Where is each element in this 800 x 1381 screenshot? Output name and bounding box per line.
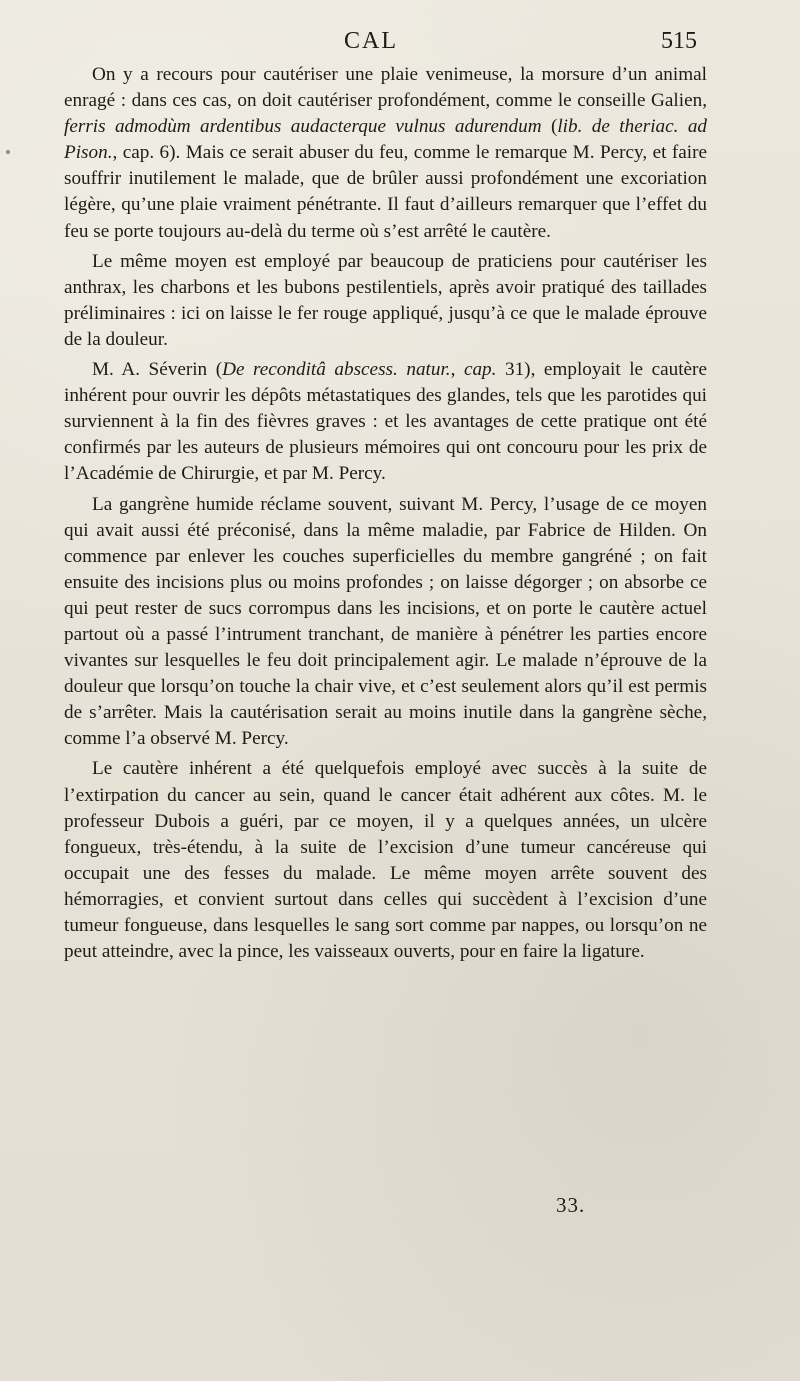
- paragraph-1-segment-1: On y a recours pour cautériser une plaie venimeuse, la morsure d’un animal enragé : dans ces cas, on doit cautériser profondément, comme le conseille Galien,: [64, 64, 707, 112]
- paragraph-3-segment-1: M. A. Séverin (: [92, 359, 223, 381]
- main-text: [64, 62, 707, 965]
- paragraph-3: [64, 357, 707, 487]
- paragraph-1-segment-2: ferris admodùm ardentibus audacterque vulnus adurendum: [64, 116, 542, 138]
- paragraph-3-segment-3: ,: [450, 359, 464, 381]
- page-number: 515: [661, 28, 697, 54]
- running-head: [0, 28, 800, 62]
- paragraph-2: [64, 249, 707, 353]
- paragraph-3-segment-4: cap.: [463, 359, 497, 381]
- paragraph-5: [64, 756, 707, 965]
- ink-mark: [6, 150, 10, 154]
- paragraph-1-segment-5: , cap. 6). Mais ce serait abuser du feu, comme le remarque M. Percy, et faire souffrir inutilement le malade, que de brûler aussi profondément une excoriation légère, qu’une plaie vraiment pénétrante. Il faut d’ailleurs remarquer que l’effet du feu se porte toujours au-delà du terme où s’est arrêté le cautère.: [64, 142, 707, 242]
- signature-mark: 33.: [556, 1193, 586, 1217]
- running-title: CAL: [344, 28, 398, 54]
- paragraph-2-segment-1: Le même moyen est employé par beaucoup de praticiens pour cautériser les anthrax, les charbons et les bubons pestilentiels, après avoir pratiqué des taillades préliminaires : ici on laisse le fer rouge appliqué, jusqu’à ce que le malade éprouve de la douleur.: [64, 250, 707, 350]
- paragraph-3-segment-2: De reconditâ abscess. natur.: [222, 359, 451, 381]
- paragraph-4-segment-1: La gangrène humide réclame souvent, suivant M. Percy, l’usage de ce moyen qui avait aussi été préconisé, dans la même maladie, par Fabrice de Hilden. On commence par enlever les couches superficielles du membre gangréné ; on fait ensuite des incisions plus ou moins profondes ; on laisse dégorger ; on absorbe ce qui peut rester de sucs corrompus dans les incisions, et on porte le cautère actuel partout où a passé l’intrument tranchant, de manière à pénétrer les parties encore vivantes sur lesquelles le feu doit principalement agir. Le malade n’éprouve de la douleur que lorsqu’on touche la chair vive, et c’est seulement alors qu’il est permis de s’arrêter. Mais la cautérisation serait au moins inutile dans la gangrène sèche, comme l’a observé M. Percy.: [64, 493, 707, 750]
- paragraph-3-segment-5: 31), employait le cautère inhérent pour ouvrir les dépôts métastatiques des glandes, tels que les parotides qui surviennent à la fin des fièvres graves : et les avantages de cette pratique ont été confirmés par les auteurs de plusieurs mémoires qui ont concouru pour les prix de l’Académie de Chirurgie, et par M. Percy.: [64, 359, 707, 485]
- paragraph-5-segment-1: Le cautère inhérent a été quelquefois employé avec succès à la suite de l’extirpation du cancer au sein, quand le cancer était adhérent aux côtes. M. le professeur Dubois a guéri, par ce moyen, il y a quelques années, un ulcère fongueux, très-étendu, à la suite de l’excision d’une tumeur cancéreuse qui occupait une des fesses du malade. Le même moyen arrête souvent des hémorragies, et convient surtout dans celles qui succèdent à l’excision d’une tumeur fongueuse, dans lesquelles le sang sort comme par nappes, ou lorsqu’on ne peut atteindre, avec la pince, les vaisseaux ouverts, pour en faire la ligature.: [64, 758, 707, 963]
- paragraph-4: [64, 492, 707, 753]
- paragraph-1-segment-4: lib. de theriac. ad Pison.: [64, 116, 708, 164]
- paragraph-1-segment-3: (: [541, 116, 558, 138]
- paragraph-1: [64, 62, 707, 245]
